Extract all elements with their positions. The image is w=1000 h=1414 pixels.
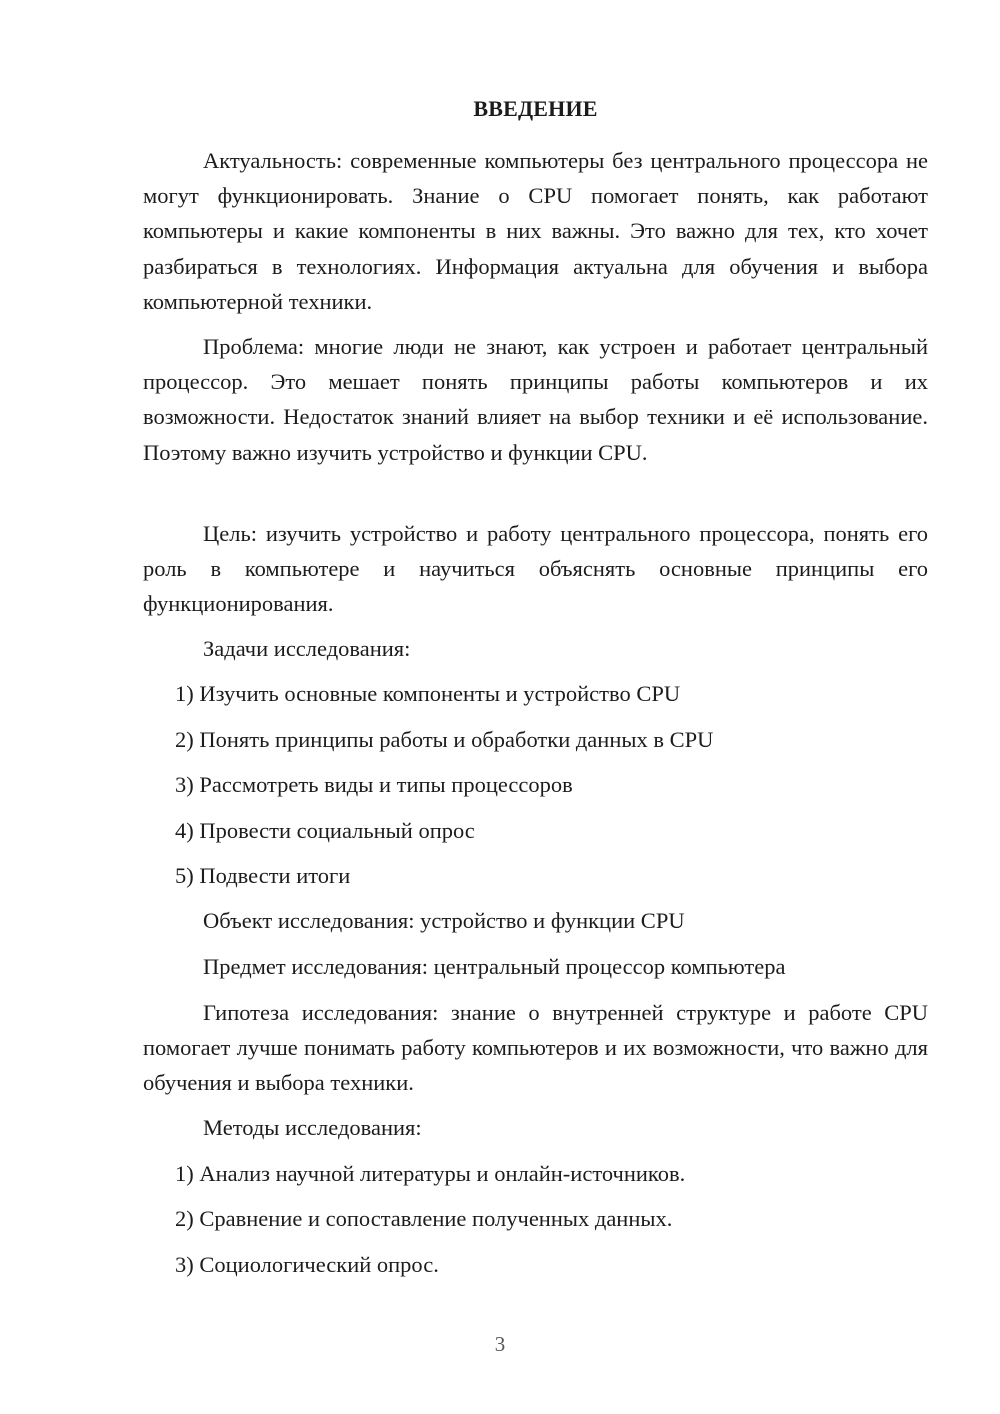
page-number: 3 bbox=[494, 1332, 506, 1356]
methods-heading: Методы исследования: bbox=[203, 1115, 422, 1140]
goal-paragraph: Цель: изучить устройство и работу центрального процессора, понять его роль в компьютере и научиться объяснять основные принципы его функционирования. bbox=[143, 521, 928, 617]
list-item: 5) Подвести итоги bbox=[175, 863, 351, 888]
list-item: 3) Рассмотреть виды и типы процессоров bbox=[175, 772, 573, 797]
research-subject: Предмет исследования: центральный процессор компьютера bbox=[203, 954, 786, 979]
problem-paragraph: Проблема: многие люди не знают, как устроен и работает центральный процессор. Это мешает понять принципы работы компьютеров и их возможности. Недостаток знаний влияет на выбор техники и её использование. Поэтому важно изучить устройство и функции CPU. bbox=[143, 334, 928, 465]
research-object: Объект исследования: устройство и функции CPU bbox=[203, 908, 685, 933]
list-item: 4) Провести социальный опрос bbox=[175, 818, 475, 843]
list-item: 3) Социологический опрос. bbox=[175, 1252, 439, 1277]
list-item: 1) Изучить основные компоненты и устройство CPU bbox=[175, 681, 681, 706]
list-item: 2) Понять принципы работы и обработки данных в CPU bbox=[175, 727, 714, 752]
list-item: 2) Сравнение и сопоставление полученных данных. bbox=[175, 1206, 673, 1231]
tasks-heading: Задачи исследования: bbox=[203, 636, 411, 661]
page-title: ВВЕДЕНИЕ bbox=[473, 96, 598, 121]
hypothesis-paragraph: Гипотеза исследования: знание о внутренней структуре и работе CPU помогает лучше понимать работу компьютеров и их возможности, что важно для обучения и выбора техники. bbox=[143, 1000, 928, 1096]
relevance-paragraph: Актуальность: современные компьютеры без центрального процессора не могут функционировать. Знание о CPU помогает понять, как работают компьютеры и какие компоненты в них важны. Это важно для тех, кто хочет разбираться в технологиях. Информация актуальна для обучения и выбора компьютерной техники. bbox=[143, 148, 928, 314]
list-item: 1) Анализ научной литературы и онлайн-источников. bbox=[175, 1161, 686, 1186]
